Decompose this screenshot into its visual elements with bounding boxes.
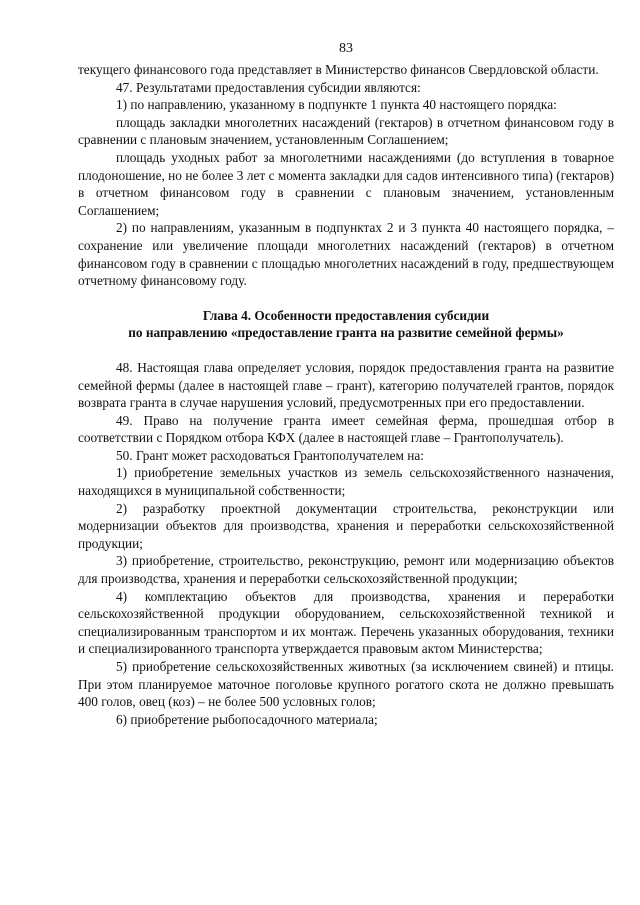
spacer — [78, 342, 614, 359]
paragraph: 1) по направлению, указанному в подпункте 1 пункта 40 настоящего порядка: — [116, 97, 557, 113]
paragraph: 50. Грант может расходоваться Грантополучателем на: — [116, 447, 424, 463]
list-item: 5) приобретение сельскохозяйственных животных (за исключением свиней) и птицы. При этом планируемое маточное поголовье крупного рогатого скота не должно превышать 400 голов, овец (коз) – не более 500 условных голов; — [78, 659, 614, 710]
section-after-heading — [78, 359, 614, 728]
paragraph: площадь уходных работ за многолетними насаждениями (до вступления в товарное плодоношение, но не более 3 лет с момента закладки для садов интенсивного типа) (гектаров) в отчетном финансовом году в сравнении с плановым значением, установленным Соглашением; — [78, 149, 614, 218]
chapter-heading-line-1: Глава 4. Особенности предоставления субсидии — [202, 307, 490, 323]
paragraph: площадь закладки многолетних насаждений (гектаров) в отчетном финансовом году в сравнении с плановым значением, установленным Соглашением; — [78, 114, 614, 148]
list-item: 3) приобретение, строительство, реконструкцию, ремонт или модернизацию объектов для производства, хранения и переработки сельскохозяйственной продукции; — [78, 553, 614, 587]
spacer — [78, 290, 614, 307]
paragraph: 48. Настоящая глава определяет условия, порядок предоставления гранта на развитие семейной фермы (далее в настоящей главе – грант), категорию получателей грантов, порядок возврата гранта в случае нарушения условий, предусмотренных при его предоставлении. — [78, 359, 614, 411]
paragraph: текущего финансового года представляет в Министерство финансов Свердловской области. — [78, 62, 599, 77]
chapter-heading — [78, 307, 614, 342]
paragraph: 49. Право на получение гранта имеет семейная ферма, прошедшая отбор в соответствии с Порядком отбора КФХ (далее в настоящей главе – Грантополучатель). — [78, 412, 614, 446]
chapter-heading-line-2: по направлению «предоставление гранта на развитие семейной фермы» — [128, 325, 564, 341]
paragraph: 47. Результатами предоставления субсидии являются: — [116, 79, 421, 95]
list-item: 4) комплектацию объектов для производства, хранения и переработки сельскохозяйственной продукции оборудованием, сельскохозяйственной техникой и специализированным транспортом и их монтаж. Перечень указанных оборудования, техники и специализированного транспорта утверждается правовым актом Министерства; — [78, 588, 614, 657]
section-before-heading — [78, 61, 614, 290]
page-number: 83 — [339, 41, 353, 56]
paragraph: 2) по направлениям, указанным в подпунктах 2 и 3 пункта 40 настоящего порядка, – сохранение или увеличение площади многолетних насаждений (гектаров) в отчетном финансовом году в сравнении с площадью многолетних насаждений в году, предшествующем отчетному финансовому году. — [78, 220, 614, 289]
list-item: 6) приобретение рыбопосадочного материала; — [116, 711, 378, 727]
list-item: 2) разработку проектной документации строительства, реконструкции или модернизации объектов для производства, хранения и переработки сельскохозяйственной продукции; — [78, 500, 614, 551]
list-item: 1) приобретение земельных участков из земель сельскохозяйственного назначения, находящихся в муниципальной собственности; — [78, 465, 614, 499]
